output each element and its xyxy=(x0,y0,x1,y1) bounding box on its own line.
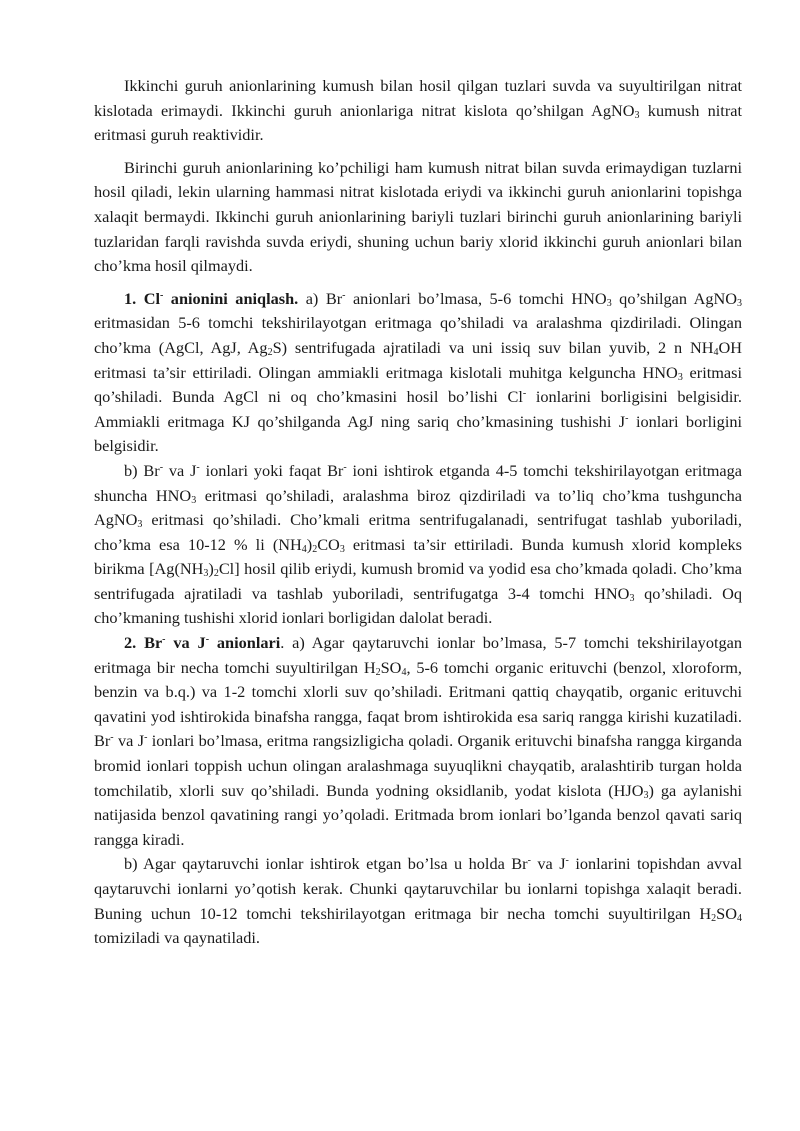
text-run: Birinchi guruh anionlarining ko’pchiligi ham kumush nitrat bilan suvda erimaydigan tuzlarni hosil qiladi, lekin ularning hammasi nitrat kislotada eriydi va ikkinchi guruh anionlarini topishga xalaqit bermaydi. Ikkinchi guruh anionlarining bariyli tuzlari birinchi guruh anionlarining bariyli tuzlaridan farqli ravishda suvda eriydi, shuning uchun bariy xlorid ikkinchi guruh anionlari bilan cho’kma hosil qilmaydi. xyxy=(94,157,742,276)
text-run: tomiziladi va qaynatiladi. xyxy=(94,928,260,948)
subscript: 2 xyxy=(267,346,273,358)
subscript: 3 xyxy=(339,543,345,555)
superscript: - xyxy=(625,412,629,424)
text-run: ionlari bo’lmasa, eritma rangsizligicha qoladi. Organik erituvchi binafsha rangga kirganda bromid ionlari toppish uchun olingan aralashmaga suyuqlikni chayqatib, aralashtirib turgan holda tomchilatib, xlorli suv qo’shiladi. Bunda yodning oksidlanib, yodat kislota (HJO xyxy=(94,731,743,800)
superscript: - xyxy=(196,461,200,473)
subscript: 3 xyxy=(606,297,612,309)
subscript: 3 xyxy=(203,568,209,580)
text-run: b) Br xyxy=(124,460,160,480)
text-run: eritmasi qo’shiladi. Cho’kmali eritma sentrifugalanadi, sentrifugat tashlab yuboriladi, cho’kma esa 10-12 % li (NH xyxy=(94,510,742,554)
subscript: 3 xyxy=(643,789,649,801)
text-run: ) ga aylanishi natijasida benzol qavatining rangi yo’qoladi. Eritmada brom ionlari bo’lganda benzol qavati sariq rangga kiradi. xyxy=(94,780,742,849)
text-run: b) Agar qaytaruvchi ionlar ishtirok etgan bo’lsa u holda Br xyxy=(124,854,528,874)
subscript: 3 xyxy=(191,494,197,506)
subscript: 2 xyxy=(375,666,381,678)
text-run: va J xyxy=(113,731,145,751)
text-run: anionlari bo’lmasa, 5-6 tomchi HNO xyxy=(345,288,607,308)
text-run: Cl] hosil qilib eriydi, kumush bromid va yodid esa cho’kmada qoladi. Cho’kma sentrifugada ajratiladi va tashlab yuboriladi, sentrifugatga 3-4 tomchi HNO xyxy=(94,559,743,603)
bold-run: va J xyxy=(165,633,206,653)
subscript: 2 xyxy=(213,568,219,580)
text-run: ) xyxy=(208,559,214,579)
text-run: S) sentrifugada ajratiladi va uni issiq suv bilan yuvib, 2 n NH xyxy=(272,337,714,357)
text-run: Ikkinchi guruh anionlarining kumush bilan hosil qilgan tuzlari suvda va suyultirilgan nitrat kislotada erimaydi. Ikkinchi guruh anionlariga nitrat kislota qo’shilgan AgNO xyxy=(94,76,742,120)
subscript: 2 xyxy=(312,543,318,555)
text-run: qo’shiladi. Oq cho’kmaning tushishi xlorid ionlari borligidan dalolat beradi. xyxy=(94,583,743,628)
text-run: CO xyxy=(317,534,340,554)
superscript: - xyxy=(343,461,347,473)
bold-run: anionini aniqlash. xyxy=(163,288,299,308)
bold-run: 2. Br xyxy=(124,633,163,653)
superscript: - xyxy=(522,388,527,400)
superscript: - xyxy=(162,634,166,646)
subscript: 4 xyxy=(301,543,307,555)
superscript: - xyxy=(144,732,148,744)
subscript: 3 xyxy=(629,592,635,604)
subscript: 4 xyxy=(401,666,407,678)
text-run: ioni ishtirok etganda 4-5 tomchi tekshirilayotgan eritmaga shuncha HNO xyxy=(94,460,743,505)
superscript: - xyxy=(159,289,164,301)
paragraph-group-reagent xyxy=(94,74,742,148)
text-run: eritmasidan 5-6 tomchi tekshirilayotgan eritmaga qo’shiladi va aralashma qizdiriladi. Olingan cho’kma (AgCl, AgJ, Ag xyxy=(94,313,742,357)
superscript: - xyxy=(159,461,164,473)
subscript: 4 xyxy=(713,346,719,358)
text-run: eritmasi qo’shiladi, aralashma biroz qizdiriladi va to’liq cho’kma tushguncha AgNO xyxy=(94,485,743,530)
superscript: - xyxy=(342,289,346,301)
subscript: 2 xyxy=(711,912,717,924)
subscript: 3 xyxy=(677,371,683,383)
text-run: SO xyxy=(380,657,402,677)
bold-run: 1. Cl xyxy=(124,288,160,308)
text-run: SO xyxy=(716,903,737,923)
subscript: 3 xyxy=(737,297,743,309)
text-run: qo’shilgan AgNO xyxy=(611,288,738,308)
subscript: 3 xyxy=(634,109,640,121)
paragraph-bromide-iodide-detection xyxy=(94,631,742,852)
paragraph-first-group-salts xyxy=(94,156,742,279)
text-run: va J xyxy=(530,854,566,874)
text-run: eritmasi ta’sir ettiriladi. Bunda kumush xlorid kompleks birikma [Ag(NH xyxy=(94,534,742,579)
superscript: - xyxy=(110,732,114,744)
bold-run: anionlari xyxy=(209,633,281,653)
text-run: ionlarini borligisini belgisidir. Ammiakli eritmaga KJ qo’shilganda AgJ ning sariq cho’kmasining tushishi J xyxy=(94,387,742,431)
subscript: 4 xyxy=(737,912,742,924)
paragraph-chloride-method-b xyxy=(94,459,742,631)
text-run: eritmasi qo’shiladi. Bunda AgCl ni oq cho’kmasini hosil bo’lishi Cl xyxy=(94,362,742,407)
text-run: va J xyxy=(163,460,197,480)
text-run: ionlarini topishdan avval qaytaruvchi ionlarni yo’qotish kerak. Chunki qaytaruvchilar bu ionlarni topishga xalaqit beradi. Buning uchun 10-12 tomchi tekshirilayotgan eritmaga bir necha tomchi suyultirilgan H xyxy=(94,854,743,923)
document-page xyxy=(94,74,742,951)
superscript: - xyxy=(565,855,569,867)
paragraph-chloride-detection xyxy=(94,287,742,459)
text-run: ) xyxy=(306,534,313,554)
superscript: - xyxy=(527,855,531,867)
text-run: ionlari borligini belgisidir. xyxy=(94,411,743,456)
text-run: kumush nitrat eritmasi guruh reaktividir. xyxy=(94,100,743,145)
text-run: a) Br xyxy=(298,288,343,308)
subscript: 3 xyxy=(137,519,143,531)
text-run: . a) Agar qaytaruvchi ionlar bo’lmasa, 5-7 tomchi tekshirilayotgan eritmaga bir necha tomchi suyultirilgan H xyxy=(94,633,742,677)
text-run: , 5-6 tomchi organic erituvchi (benzol, xloroform, benzin va b.q.) va 1-2 tomchi xlorli suv qo’shiladi. Eritmani qattiq chayqatib, organic erituvchi qavatini yod ishtirokida binafsha rangga, faqat brom ishtirokida esa sariq rangga kirishi kuzatiladi. Br xyxy=(94,657,742,751)
superscript: - xyxy=(205,634,210,646)
text-run: OH eritmasi ta’sir ettiriladi. Olingan ammiakli eritmaga kislotali muhitga kelguncha HNO xyxy=(94,337,742,382)
text-run: ionlari yoki faqat Br xyxy=(199,460,344,480)
paragraph-bromide-iodide-method-b xyxy=(94,852,742,950)
